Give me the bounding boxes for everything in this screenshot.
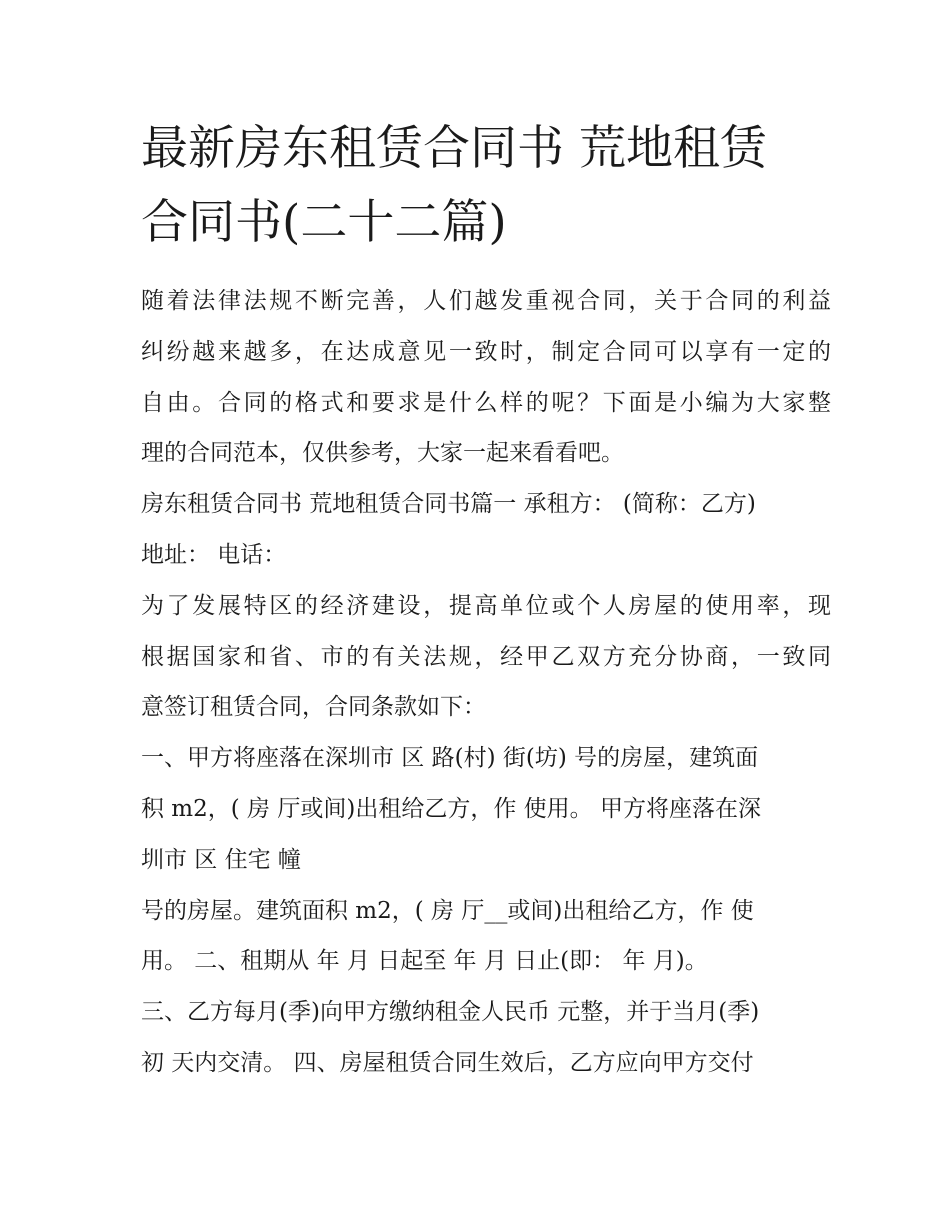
body-line: 积 m2，( 房 厅或间)出租给乙方，作 使用。 甲方将座落在深: [141, 795, 761, 822]
body-line: 理的合同范本，仅供参考，大家一起来看看吧。: [141, 440, 624, 467]
document-title: [141, 112, 831, 260]
body-line: 自由。合同的格式和要求是什么样的呢？下面是小编为大家整: [141, 389, 831, 416]
body-line: 号的房屋。建筑面积 m2，( 房 厅__或间)出租给乙方，作 使: [141, 897, 754, 924]
body-line: 用。 二、租期从 年 月 日起至 年 月 日止(即： 年 月)。: [141, 948, 708, 975]
body-line: 三、乙方每月(季)向甲方缴纳租金人民币 元整，并于当月(季): [141, 999, 760, 1026]
body-line: 地址： 电话：: [141, 541, 287, 568]
body-line: 随着法律法规不断完善，人们越发重视合同，关于合同的利益: [141, 288, 831, 314]
body-line: 一、甲方将座落在深圳市 区 路(村) 街(坊) 号的房屋，建筑面: [141, 745, 759, 772]
body-line: 为了发展特区的经济建设，提高单位或个人房屋的使用率，现: [141, 592, 831, 619]
body-line: 纠纷越来越多，在达成意见一致时，制定合同可以享有一定的: [141, 338, 831, 365]
document-body: [141, 276, 831, 1089]
body-line: 根据国家和省、市的有关法规，经甲乙双方充分协商，一致同: [141, 643, 831, 670]
body-line: 圳市 区 住宅 幢: [141, 846, 301, 873]
body-line: 房东租赁合同书 荒地租赁合同书篇一 承租方： (简称：乙方): [141, 491, 756, 518]
title-line: 合同书(二十二篇): [141, 195, 507, 250]
title-line: 最新房东租赁合同书 荒地租赁: [141, 121, 767, 176]
body-line: 意签订租赁合同，合同条款如下：: [141, 694, 486, 721]
body-line: 初 天内交清。 四、房屋租赁合同生效后，乙方应向甲方交付: [141, 1049, 754, 1076]
